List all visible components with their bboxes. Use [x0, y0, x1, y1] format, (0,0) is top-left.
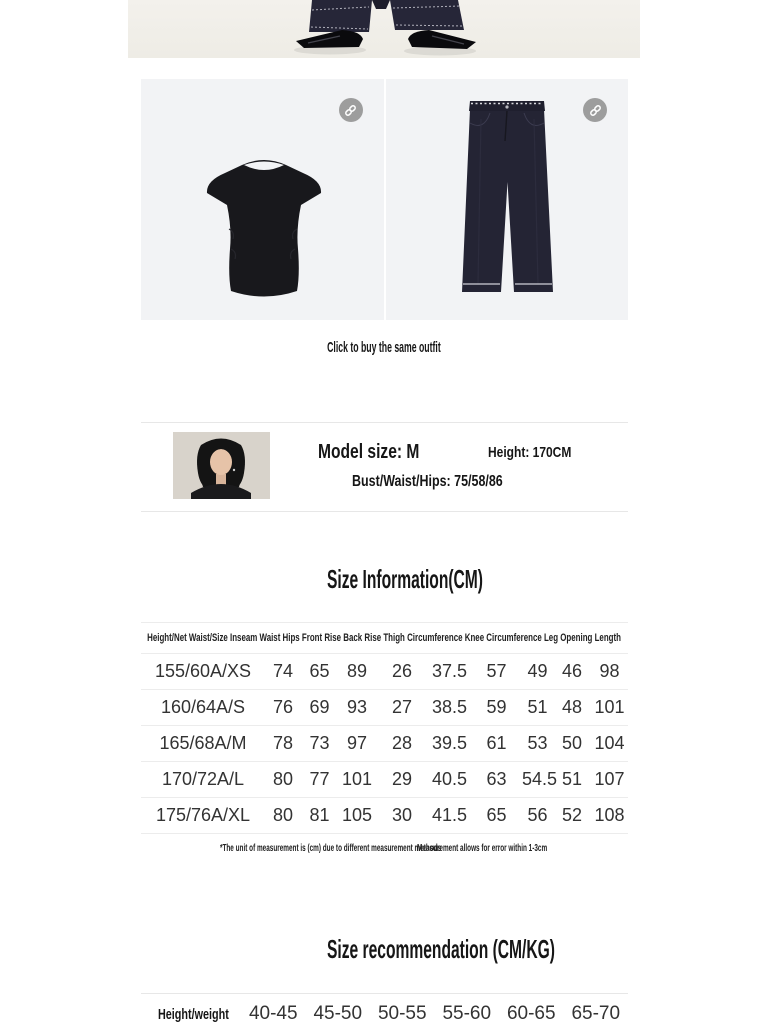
product-card-jeans[interactable]: [386, 79, 629, 320]
value-cell: 97: [346, 733, 368, 753]
value-cell: 53: [527, 733, 548, 753]
model-avatar: [173, 432, 270, 499]
link-icon[interactable]: [339, 98, 363, 122]
value-cell: 93: [346, 697, 368, 717]
value-cell: 107: [594, 769, 625, 789]
value-cell: 104: [594, 733, 625, 753]
size-table-row: [141, 690, 628, 726]
model-legs-image: [128, 0, 640, 58]
link-icon[interactable]: [583, 98, 607, 122]
value-cell: 89: [346, 661, 368, 681]
value-cell: 54.5: [522, 769, 558, 789]
value-cell: 46: [561, 661, 583, 681]
size-table: [141, 622, 628, 834]
weight-range-cell: 50-55: [377, 1003, 427, 1024]
value-cell: 28: [391, 733, 413, 753]
divider-line: [141, 511, 628, 512]
model-size-label: Model size: M: [318, 441, 420, 463]
size-table-header: Height/Net Waist/Size Inseam Waist Hips Front Rise Back Rise Thigh Circumference Knee Circumference Leg Opening Length: [141, 623, 628, 654]
measurement-footnotes: [0, 843, 768, 855]
product-card-tshirt[interactable]: [141, 79, 384, 320]
value-cell: 51: [527, 697, 548, 717]
value-cell: 49: [527, 661, 548, 681]
value-cell: 48: [561, 697, 583, 717]
value-cell: 51: [561, 769, 583, 789]
value-cell: 41.5: [431, 805, 468, 825]
height-weight-label: Height/weight: [158, 1005, 229, 1023]
value-cell: 38.5: [431, 697, 468, 717]
value-cell: 52: [561, 805, 583, 825]
value-cell: 77: [309, 769, 330, 789]
model-measurements-label: Bust/Waist/Hips: 75/58/86: [352, 473, 503, 490]
size-table-body: [141, 654, 628, 834]
caption-text: Click to buy the same outfit: [327, 339, 441, 356]
model-avatar-image: [173, 432, 270, 499]
value-cell: 76: [272, 697, 294, 717]
size-recommendation-table: [141, 993, 628, 1024]
footnote-unit: *The unit of measurement is (cm) due to different measurement methods: [220, 843, 442, 854]
outfit-products: [141, 79, 628, 320]
value-cell: 56: [527, 805, 548, 825]
size-information-title: Size Information(CM): [327, 564, 483, 594]
value-cell: 74: [272, 661, 294, 681]
size-label-cell: 175/76A/XL: [155, 805, 251, 825]
rec-table-row: [141, 994, 628, 1024]
value-cell: 37.5: [431, 661, 468, 681]
value-cell: 63: [486, 769, 507, 789]
buy-same-outfit-caption: [0, 340, 768, 356]
value-cell: 50: [561, 733, 583, 753]
value-cell: 105: [341, 805, 373, 825]
weight-range-cell: 45-50: [313, 1003, 363, 1024]
value-cell: 69: [309, 697, 330, 717]
value-cell: 57: [486, 661, 507, 681]
model-height-label: Height: 170CM: [488, 444, 572, 461]
value-cell: 78: [272, 733, 294, 753]
value-cell: 65: [309, 661, 330, 681]
chain-link-icon: [588, 103, 603, 118]
value-cell: 101: [594, 697, 625, 717]
size-table-row: [141, 726, 628, 762]
size-table-row: [141, 654, 628, 690]
value-cell: 101: [341, 769, 373, 789]
value-cell: 30: [391, 805, 413, 825]
weight-range-cell: 55-60: [442, 1003, 492, 1024]
size-label-cell: 155/60A/XS: [154, 661, 252, 681]
value-cell: 108: [594, 805, 625, 825]
size-label-cell: 170/72A/L: [161, 769, 245, 789]
value-cell: 80: [272, 769, 294, 789]
footnote-error: Measurement allows for error within 1-3cm: [417, 843, 548, 854]
value-cell: 40.5: [431, 769, 468, 789]
value-cell: 73: [309, 733, 330, 753]
value-cell: 98: [599, 661, 620, 681]
value-cell: 39.5: [431, 733, 468, 753]
value-cell: 65: [486, 805, 507, 825]
value-cell: 61: [486, 733, 507, 753]
chain-link-icon: [343, 103, 358, 118]
weight-range-cell: 40-45: [248, 1003, 298, 1024]
value-cell: 27: [391, 697, 413, 717]
divider-line: [141, 422, 628, 423]
size-recommendation-title: Size recommendation (CM/KG): [327, 934, 555, 964]
value-cell: 29: [391, 769, 413, 789]
model-legs-photo: [128, 0, 640, 58]
size-label-cell: 165/68A/M: [159, 733, 247, 753]
value-cell: 59: [486, 697, 507, 717]
weight-range-cell: 65-70: [571, 1003, 621, 1024]
size-label-cell: 160/64A/S: [160, 697, 246, 717]
weight-range-cell: 60-65: [506, 1003, 556, 1024]
size-table-row: [141, 762, 628, 798]
value-cell: 81: [309, 805, 330, 825]
size-table-row: [141, 798, 628, 834]
value-cell: 26: [391, 661, 413, 681]
value-cell: 80: [272, 805, 294, 825]
